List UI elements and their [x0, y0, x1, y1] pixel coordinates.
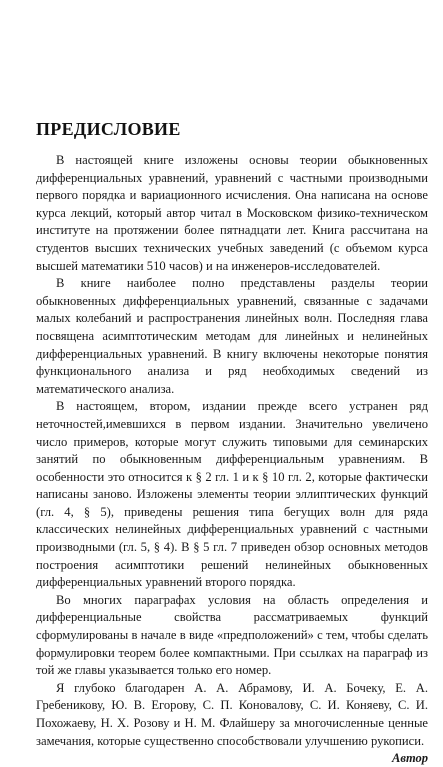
- paragraph-4: Во многих параграфах условия на область определения и дифференциальные свойства рассматриваемых функций сформулированы в начале в виде «предположений» с тем, чтобы сделать формулировки теорем более компактными. При ссылках на параграф из той же главы указывается только его номер.: [36, 592, 428, 678]
- page-title: ПРЕДИСЛОВИЕ: [36, 119, 181, 139]
- preface-page: [36, 118, 428, 767]
- paragraph-5: Я глубоко благодарен А. А. Абрамову, И. А. Бочеку, Е. А. Гребеникову, Ю. В. Егорову, С. П. Коновалову, С. И. Коняеву, С. И. Похожаеву, Н. Х. Розову и Н. М. Флайшеру за многочисленные ценные замечания, которые существенно способствовали улучшению рукописи.: [36, 680, 428, 748]
- paragraph-1: В настоящей книге изложены основы теории обыкновенных дифференциальных уравнений, уравнений с частными производными первого порядка и вариационного исчисления. Она написана на основе курса лекций, который автор читал в Московском физико-техническом институте на протяжении более пятнадцати лет. Книга рассчитана на студентов высших технических учебных заведений (с объемом курса высшей математики 510 часов) и на инженеров-исследователей.: [36, 153, 428, 273]
- paragraph-3: В настоящем, втором, издании прежде всего устранен ряд неточностей,имевшихся в первом издании. Значительно увеличено число примеров, которые могут служить типовыми для семинарских занятий по обыкновенным дифференциальным уравнениям. В особенности это относится к § 2 гл. 1 и к § 10 гл. 2, которые фактически написаны заново. Изложены элементы теории эллиптических функций (гл. 4, § 5), приведены решения типа бегущих волн для ряда классических нелинейных дифференциальных уравнений с частными производными (гл. 5, § 4). В § 5 гл. 7 приведен обзор основных методов построения асимптотики решений нелинейных обыкновенных дифференциальных уравнений второго порядка.: [36, 399, 428, 590]
- paragraph-2: В книге наиболее полно представлены разделы теории обыкновенных дифференциальных уравнений, связанные с задачами малых колебаний и распространения линейных волн. Последняя глава посвящена асимптотическим методам для линейных и нелинейных дифференциальных уравнений. В книгу включены некоторые понятия функционального анализа и ряд необходимых сведений из математического анализа.: [36, 276, 428, 396]
- author-signature: Автор: [392, 751, 428, 766]
